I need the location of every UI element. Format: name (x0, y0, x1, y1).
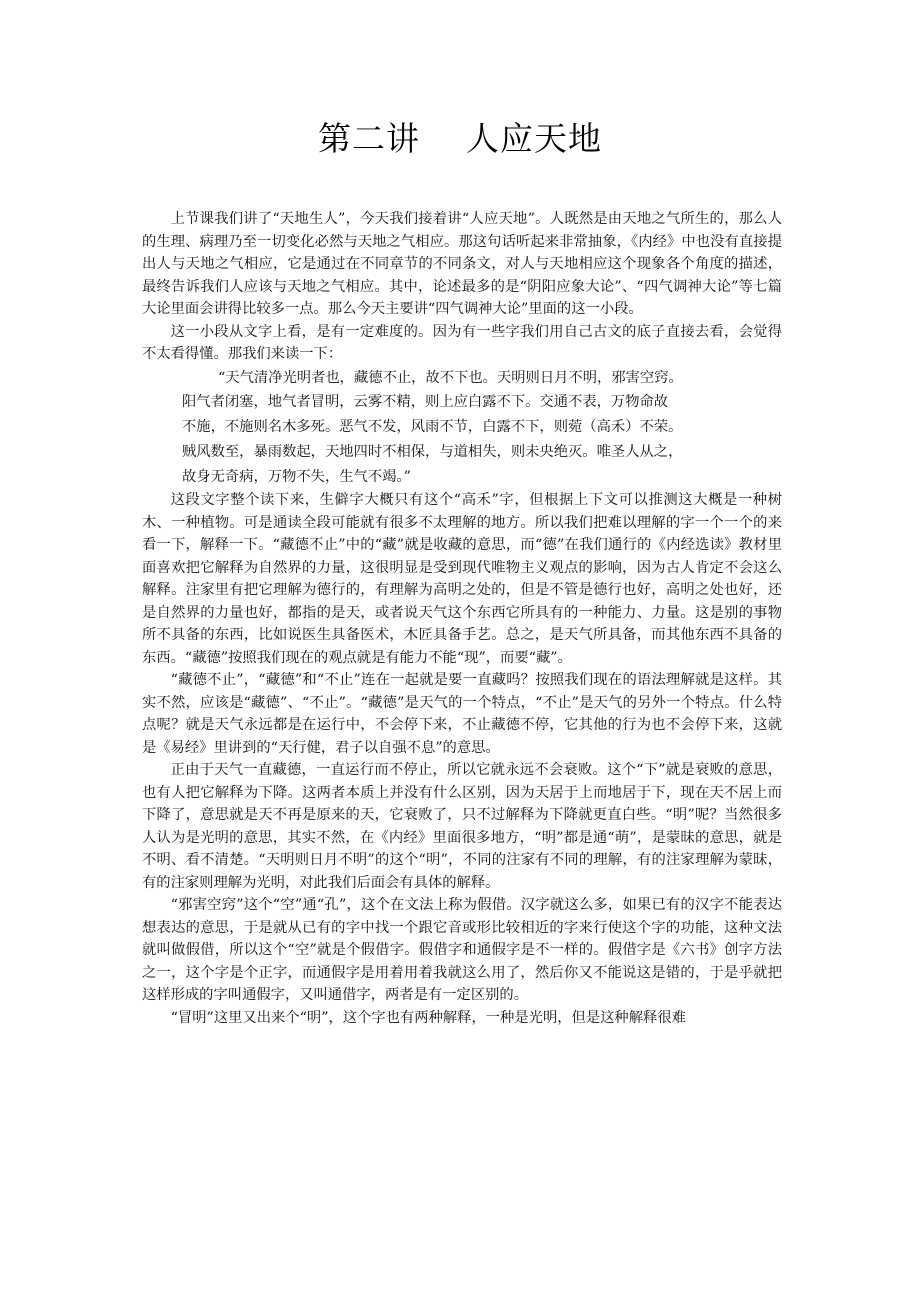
paragraph: 这段文字整个读下来，生僻字大概只有这个“高禾”字，但根据上下文可以推测这大概是一种树木、一种植物。可是通读全段可能就有很多不太理解的地方。所以我们把难以理解的字一个一个的来看一下，解释一下。“藏德不止”中的“藏”就是收藏的意思，而“德”在我们通行的《内经选读》教材里面喜欢把它解释为自然界的力量，这很明显是受到现代唯物主义观点的影响，因为古人肯定不会这么解释。注家里有把它理解为德行的，有理解为高明之处的，但是不管是德行也好，高明之处也好，还是自然界的力量也好，都指的是天，或者说天气这个东西它所具有的一种能力、力量。这是别的事物所不具备的东西，比如说医生具备医术，木匠具备手艺。总之，是天气所具备，而其他东西不具备的东西。“藏德”按照我们现在的观点就是有能力不能“现”，而要“藏”。 (142, 492, 782, 666)
quote-line: 阳气者闭塞，地气者冒明，云雾不精，则上应白露不下。交通不表，万物命故 (182, 394, 669, 411)
paragraph: “冒明”这里又出来个“明”，这个字也有两种解释，一种是光明，但是这种解释很难 (170, 1009, 686, 1026)
page-title: 第二讲 人应天地 (318, 119, 602, 158)
quote-line: 故身无奇病，万物不失，生气不竭。” (182, 468, 411, 485)
paragraph: 上节课我们讲了“天地生人”，今天我们接着讲“人应天地”。人既然是由天地之气所生的，那么人的生理、病理乃至一切变化必然与天地之气相应。那这句话听起来非常抽象，《内经》中也没有直接提出人与天地之气相应，它是通过在不同章节的不同条文，对人与天地相应这个现象各个角度的描述，最终告诉我们人应该与天地之气相应。其中，论述最多的是“阴阳应象大论”、“四气调神大论”等七篇大论里面会讲得比较多一点。那么今天主要讲“四气调神大论”里面的这一小段。 (142, 211, 782, 317)
paragraph: “藏德不止”，“藏德”和“不止”连在一起就是要一直藏吗？按照我们现在的语法理解就是这样。其实不然，应该是“藏德”、“不止”。“藏德”是天气的一个特点，“不止”是天气的另外一个特点。什么特点呢？就是天气永远都是在运行中，不会停下来，不止藏德不停，它其他的行为也不会停下来，这就是《易经》里讲到的“天行健，君子以自强不息”的意思。 (142, 672, 782, 756)
quote-line: 贼风数至，暴雨数起，天地四时不相保，与道相失，则未央绝灭。唯圣人从之， (182, 443, 683, 460)
paragraph: 这一小段从文字上看，是有一定难度的。因为有一些字我们用自己古文的底子直接去看，会觉得不太看得懂。那我们来读一下： (142, 323, 782, 362)
quote-line: “天气清净光明者也，藏德不止，故不下也。天明则日月不明，邪害空窍。 (218, 369, 683, 386)
paragraph: 正由于天气一直藏德，一直运行而不停止，所以它就永远不会衰败。这个“下”就是衰败的意思，也有人把它解释为下降。这两者本质上并没有什么区别，因为天居于上而地居于下，现在天不居上而下降了，意思就是天不再是原来的天，它衰败了，只不过解释为下降就更直白些。“明”呢？当然很多人认为是光明的意思，其实不然，在《内经》里面很多地方，“明”都是通“萌”，是蒙昧的意思，就是不明、看不清楚。“天明则日月不明”的这个“明”，不同的注家有不同的理解，有的注家理解为蒙昧，有的注家则理解为光明，对此我们后面会有具体的解释。 (142, 762, 782, 891)
quote-line: 不施，不施则名木多死。恶气不发，风雨不节，白露不下，则菀（高禾）不荣。 (182, 419, 683, 436)
paragraph: “邪害空窍”这个“空”通“孔”，这个在文法上称为假借。汉字就这么多，如果已有的汉字不能表达想表达的意思，于是就从已有的字中找一个跟它音或形比较相近的字来行使这个字的功能，这种文法就叫做假借，所以这个“空”就是个假借字。假借字和通假字是不一样的。假借字是《六书》创字方法之一，这个字是个正字，而通假字是用着用着我就这么用了，然后你又不能说这是错的，于是乎就把这样形成的字叫通假字，又叫通借字，两者是有一定区别的。 (142, 897, 782, 1004)
document-body (142, 208, 782, 1029)
classical-quote (142, 366, 762, 490)
